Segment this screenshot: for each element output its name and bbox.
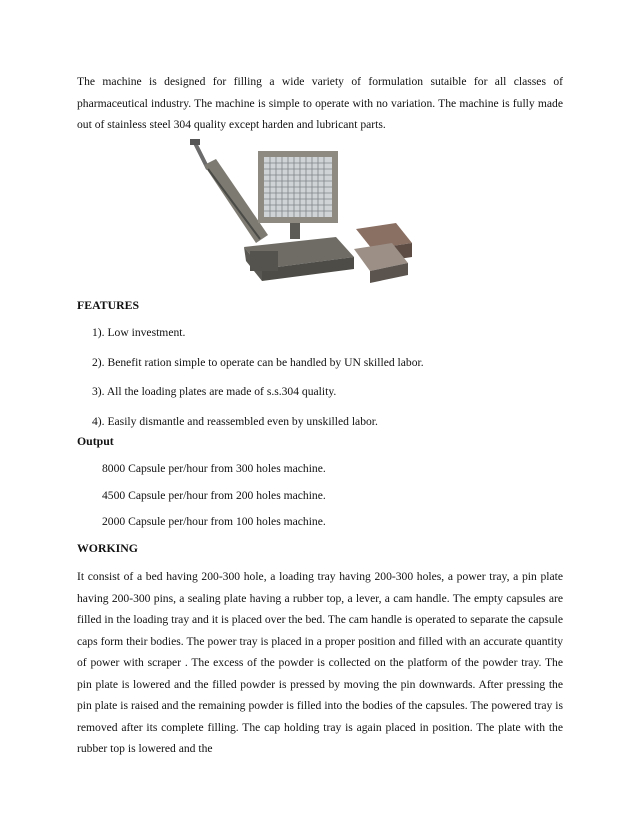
capsule-filling-machine-photo: [186, 139, 418, 287]
features-heading: FEATURES: [77, 298, 140, 312]
list-item: 2000 Capsule per/hour from 100 holes machine.: [102, 515, 326, 528]
list-item: 4). Easily dismantle and reassembled even by unskilled labor.: [92, 414, 378, 428]
working-paragraph: It consist of a bed having 200-300 hole, a loading tray having 200-300 holes, a power tray, a pin plate having 200-300 pins, a sealing plate having a rubber top, a lever, a cam handle. The empty capsules are filled in the loading tray and it is placed over the bed. The cam handle is operated to separate the capsule caps form their bodies. The power tray is placed in a proper position and filled with an accurate quantity of power with scraper . The excess of the powder is collected on the platform of the powder tray. The pin plate is lowered and the filled powder is pressed by moving the pin downwards. After pressing the pin plate is raised and the remaining powder is filled into the bodies of the capsules. The powered tray is removed after its complete filling. The cap holding tray is again placed in position. The plate with the rubber top is lowered and the: [77, 570, 563, 755]
list-item: 1). Low investment.: [92, 326, 186, 339]
intro-paragraph: The machine is designed for filling a wide variety of formulation sutaible for all classes of pharmaceutical industry. The machine is simple to operate with no variation. The machine is fully made out of stainless steel 304 quality except harden and lubricant parts.: [77, 75, 563, 131]
features-list: [92, 326, 424, 444]
output-list: [102, 462, 326, 542]
list-item: 3). All the loading plates are made of s.s.304 quality.: [92, 385, 337, 398]
output-heading: Output: [77, 434, 114, 448]
list-item: 4500 Capsule per/hour from 200 holes machine.: [102, 488, 326, 502]
list-item: 8000 Capsule per/hour from 300 holes machine.: [102, 462, 326, 475]
working-heading: WORKING: [77, 541, 138, 555]
list-item: 2). Benefit ration simple to operate can be handled by UN skilled labor.: [92, 355, 424, 369]
